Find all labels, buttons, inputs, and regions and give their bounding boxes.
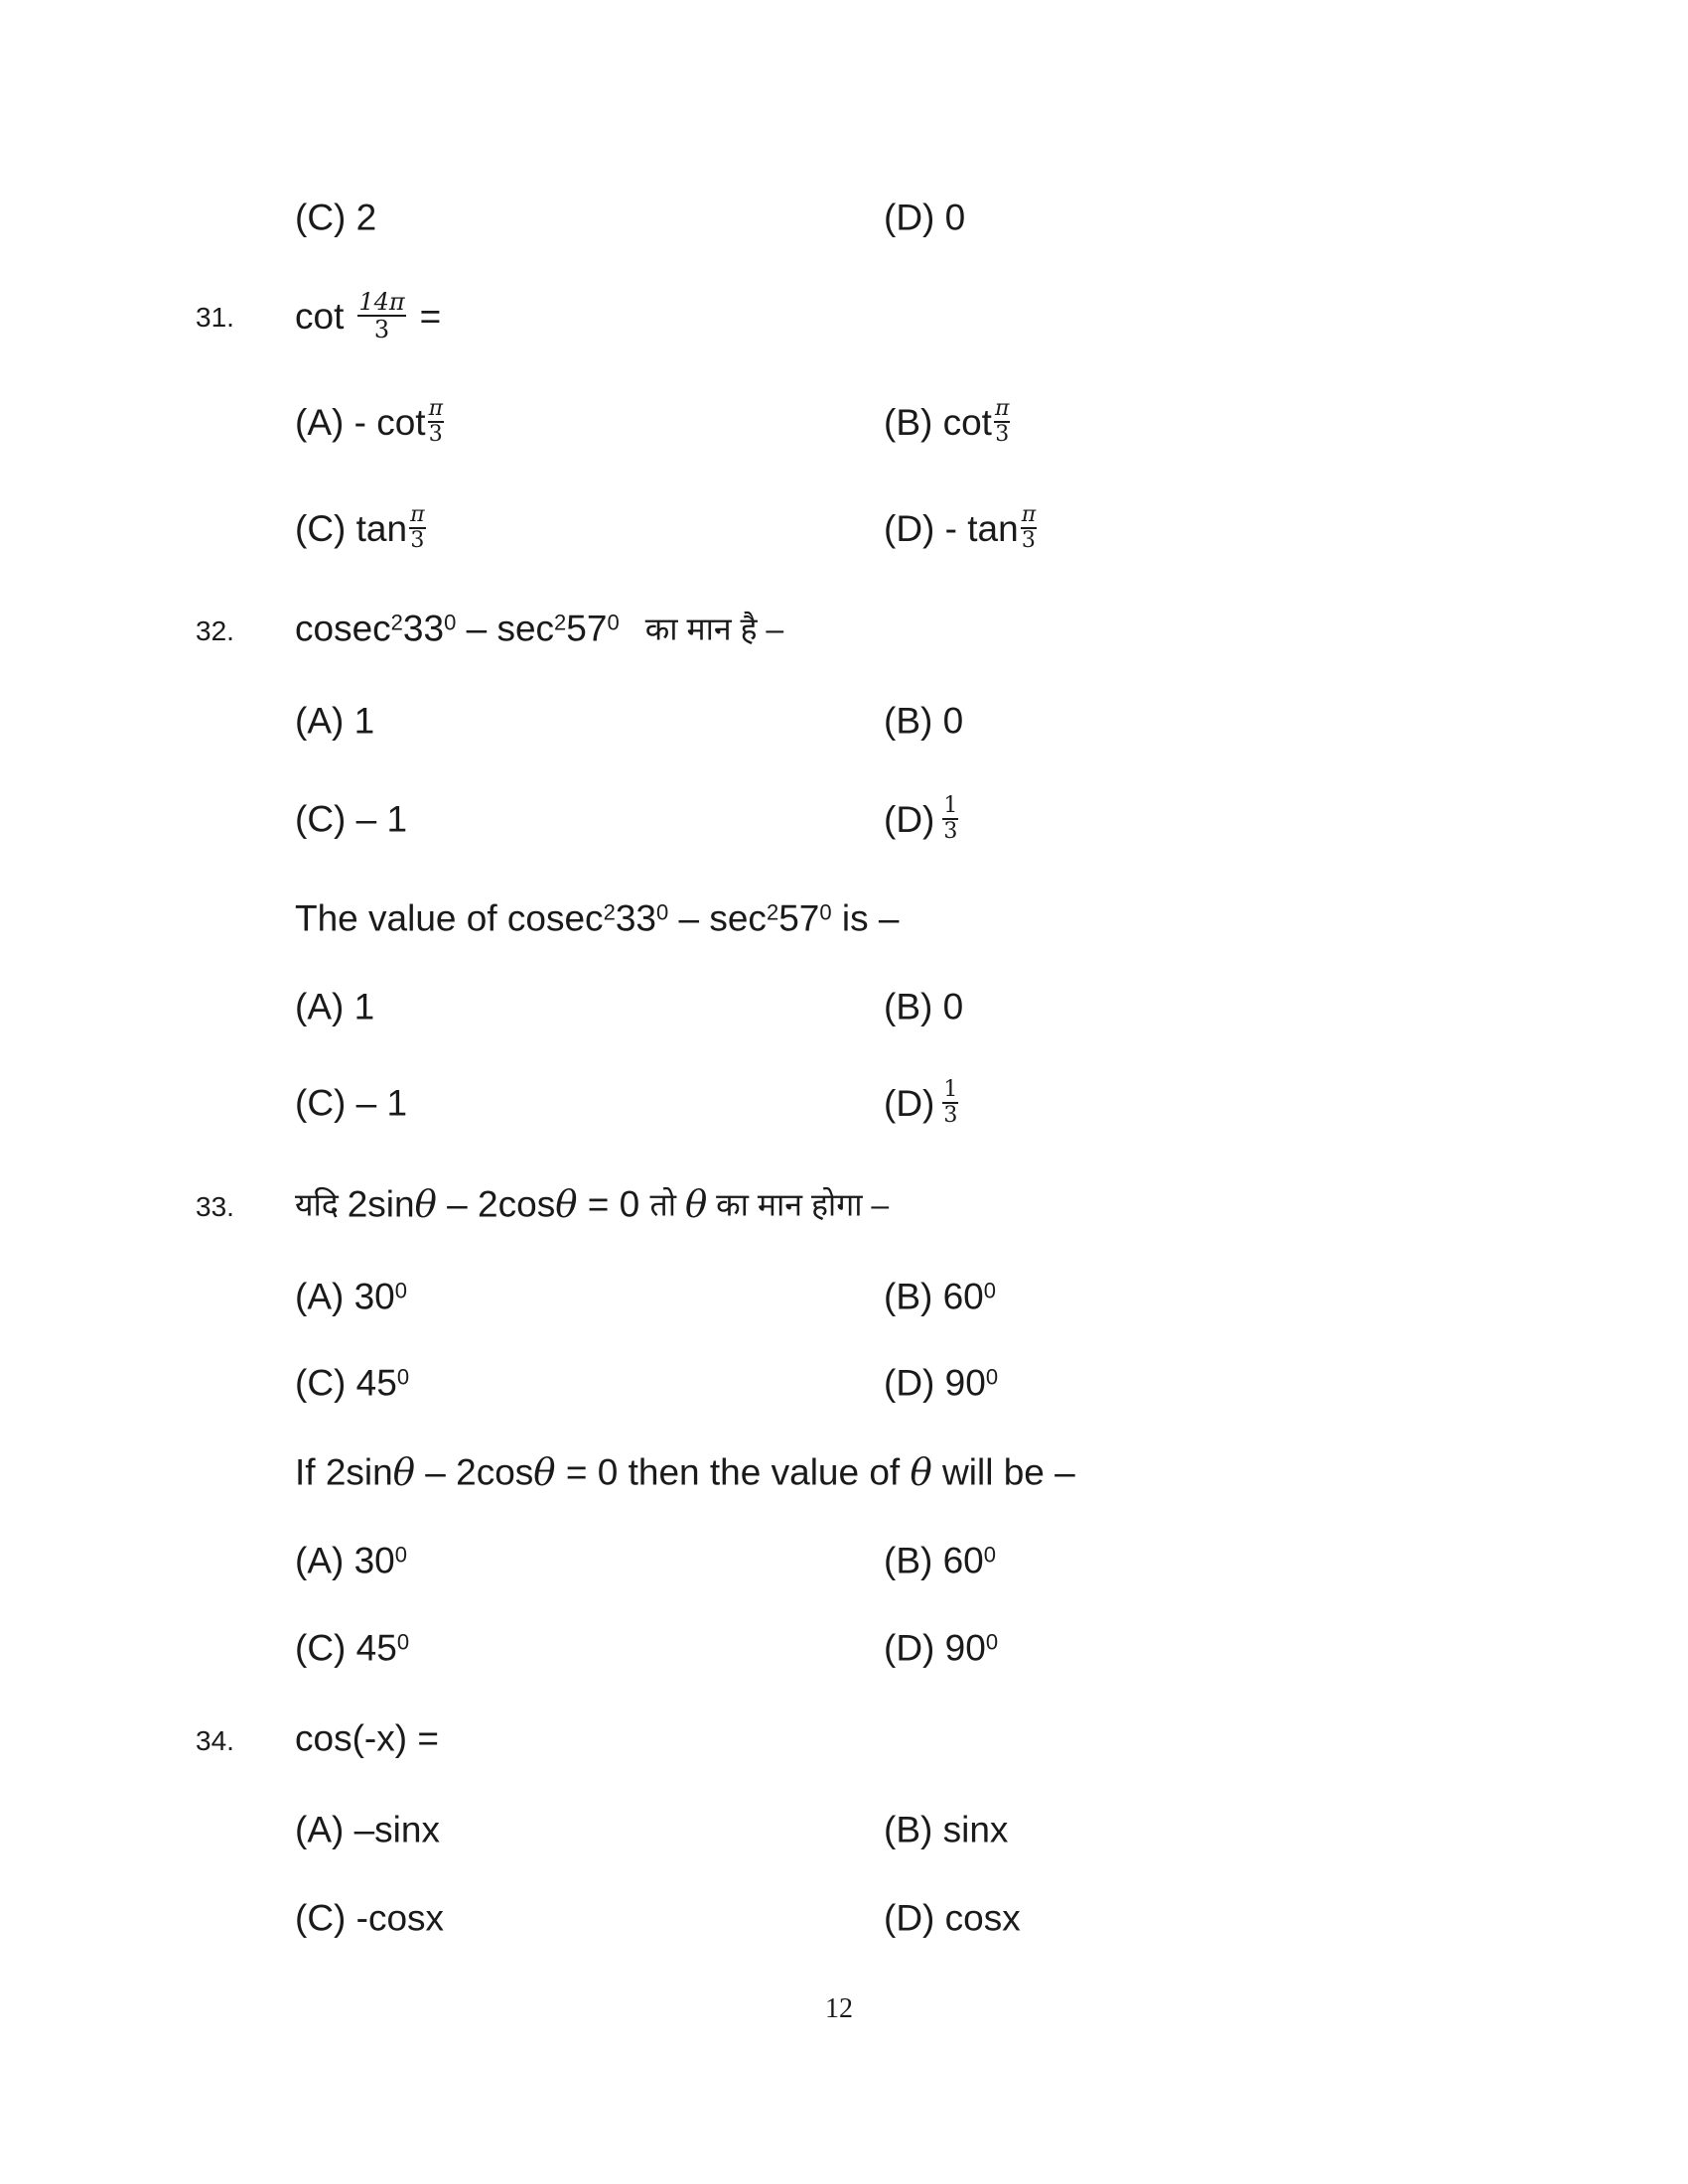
option-label: (C) tan (295, 507, 408, 549)
option-text: (B) 60 (884, 1276, 984, 1317)
text: 33 (615, 897, 656, 939)
option-33-c (295, 1362, 410, 1404)
option-32-en-c: (C) – 1 (295, 1082, 408, 1124)
numerator: π (410, 502, 425, 527)
theta: θ (555, 1182, 578, 1226)
degree: 0 (983, 1542, 997, 1567)
numerator: π (1021, 502, 1037, 527)
denominator: 3 (943, 819, 958, 844)
page-number: 12 (825, 1993, 853, 2024)
option-33-en-d (884, 1627, 999, 1669)
fraction (357, 290, 405, 341)
denominator: 3 (373, 316, 390, 343)
denominator: 3 (1021, 528, 1036, 553)
question-number-34: 34. (196, 1725, 234, 1756)
fraction (942, 795, 958, 843)
text: – 2cos (436, 1183, 556, 1225)
text: = 0 (577, 1183, 650, 1225)
fraction (409, 504, 425, 552)
option-33-en-c (295, 1627, 410, 1669)
numerator: 1 (943, 1077, 958, 1102)
fraction (942, 1079, 958, 1127)
option-text: (D) 90 (884, 1627, 986, 1669)
option-33-a (295, 1276, 408, 1317)
option-text: (A) 30 (295, 1276, 395, 1317)
degree: 0 (394, 1278, 408, 1302)
fraction (1021, 504, 1037, 552)
option-32-b: (B) 0 (884, 700, 964, 742)
denominator: 3 (995, 422, 1010, 447)
option-label: (D) - tan (884, 507, 1019, 549)
option-33-en-b (884, 1540, 997, 1581)
option-34-d: (D) cosx (884, 1897, 1021, 1939)
text: – 2cos (415, 1451, 534, 1493)
denominator: 3 (943, 1103, 958, 1128)
hindi-text: यदि (295, 1186, 348, 1222)
fraction (994, 398, 1010, 446)
fraction (428, 398, 444, 446)
text: – sec (668, 897, 767, 939)
question-number-33: 33. (196, 1191, 234, 1222)
hindi-text: का मान है – (644, 611, 784, 646)
superscript: 0 (819, 899, 832, 924)
denominator: 3 (410, 528, 425, 553)
text: = 0 then the value of (555, 1451, 911, 1493)
option-32-a: (A) 1 (295, 700, 375, 742)
option-34-a: (A) –sinx (295, 1809, 440, 1850)
question-31-stem (295, 290, 441, 341)
superscript: 0 (607, 610, 620, 634)
question-33-stem-hindi (295, 1182, 890, 1226)
option-label: (D) (884, 798, 935, 840)
superscript: 2 (554, 610, 567, 634)
option-label: (B) cot (884, 401, 992, 443)
question-33-stem-english (295, 1450, 1075, 1494)
question-32-stem-english (295, 897, 900, 939)
option-text: (B) 60 (884, 1540, 984, 1581)
text: 33 (402, 608, 445, 649)
text: – sec (456, 608, 555, 649)
text: The value of cosec (295, 897, 604, 939)
numerator: 14π (358, 288, 405, 316)
text: is – (831, 897, 900, 939)
text: will be – (931, 1451, 1075, 1493)
question-32-stem-hindi (295, 608, 784, 649)
option-34-b: (B) sinx (884, 1809, 1009, 1850)
option-text: (D) 90 (884, 1362, 986, 1404)
theta: θ (684, 1182, 708, 1226)
degree: 0 (396, 1629, 410, 1654)
option-31-c (295, 504, 428, 552)
theta: θ (533, 1450, 556, 1494)
superscript: 2 (766, 899, 779, 924)
option-32-en-a: (A) 1 (295, 986, 375, 1027)
option-31-a (295, 398, 446, 446)
option-label: (A) - cot (295, 401, 426, 443)
option-33-d (884, 1362, 999, 1404)
text: cosec (295, 608, 391, 649)
text: If 2sin (295, 1451, 393, 1493)
degree: 0 (985, 1629, 999, 1654)
option-32-en-d (884, 1079, 960, 1127)
superscript: 2 (603, 899, 616, 924)
stem-fn: cot (295, 295, 345, 337)
text: 57 (778, 897, 820, 939)
hindi-text: का मान होगा – (707, 1186, 890, 1222)
theta: θ (910, 1450, 932, 1494)
degree: 0 (394, 1542, 408, 1567)
option-label: (D) (884, 1082, 935, 1124)
degree: 0 (396, 1364, 410, 1389)
degree: 0 (983, 1278, 997, 1302)
option-text: (A) 30 (295, 1540, 395, 1581)
question-34-stem: cos(-x) = (295, 1717, 439, 1759)
text: 57 (566, 608, 608, 649)
superscript: 0 (444, 610, 457, 634)
denominator: 3 (428, 422, 443, 447)
superscript: 2 (390, 610, 403, 634)
theta: θ (414, 1182, 437, 1226)
option-32-d (884, 795, 960, 843)
option-31-b (884, 398, 1012, 446)
option-prev-c: (C) 2 (295, 197, 377, 238)
option-31-d (884, 504, 1039, 552)
hindi-text: तो (649, 1186, 685, 1222)
option-text: (C) 45 (295, 1627, 397, 1669)
question-number-31: 31. (196, 302, 234, 333)
option-32-en-b: (B) 0 (884, 986, 964, 1027)
degree: 0 (985, 1364, 999, 1389)
theta: θ (392, 1450, 415, 1494)
numerator: 1 (943, 793, 958, 818)
question-number-32: 32. (196, 615, 234, 646)
numerator: π (428, 396, 444, 421)
option-34-c: (C) -cosx (295, 1897, 445, 1939)
option-33-en-a (295, 1540, 408, 1581)
option-text: (C) 45 (295, 1362, 397, 1404)
text: 2sin (347, 1183, 415, 1225)
option-prev-d: (D) 0 (884, 197, 966, 238)
option-32-c: (C) – 1 (295, 798, 408, 840)
option-33-b (884, 1276, 997, 1317)
superscript: 0 (655, 899, 669, 924)
numerator: π (994, 396, 1010, 421)
equals: = (419, 295, 442, 337)
